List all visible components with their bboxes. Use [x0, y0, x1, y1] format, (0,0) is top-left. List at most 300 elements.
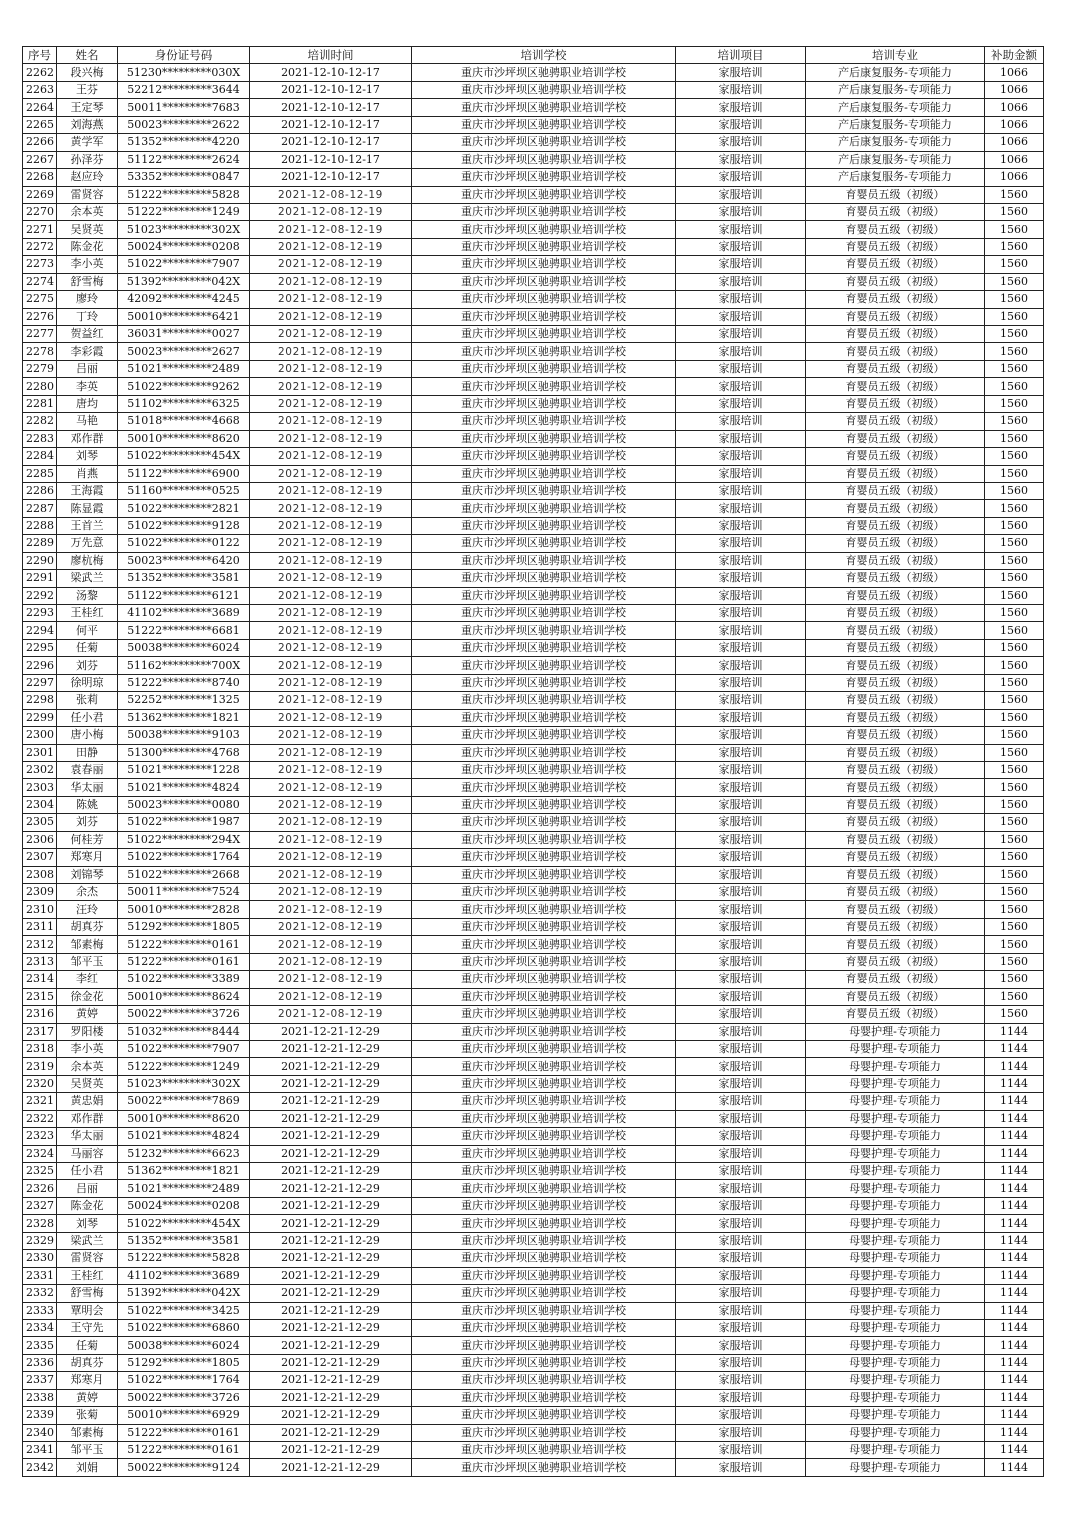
- cell-name: 刘芬: [57, 657, 118, 674]
- cell-training-major: 育婴员五级（初级）: [806, 186, 985, 203]
- cell-id-number: 51222*********6681: [118, 622, 250, 639]
- table-row: [23, 814, 1044, 831]
- cell-id-number: 51022*********3425: [118, 1302, 250, 1319]
- cell-seq: 2293: [23, 605, 57, 622]
- cell-name: 梁武兰: [57, 570, 118, 587]
- cell-seq: 2284: [23, 448, 57, 465]
- cell-training-major: 育婴员五级（初级）: [806, 692, 985, 709]
- cell-id-number: 51022*********1987: [118, 814, 250, 831]
- cell-training-school: 重庆市沙坪坝区驰骋职业培训学校: [412, 761, 676, 778]
- cell-id-number: 51022*********2821: [118, 500, 250, 517]
- header-training-school: 培训学校: [412, 47, 676, 64]
- cell-subsidy-amount: 1560: [985, 221, 1044, 238]
- cell-training-school: 重庆市沙坪坝区驰骋职业培训学校: [412, 343, 676, 360]
- cell-name: 丁玲: [57, 308, 118, 325]
- cell-training-time: 2021-12-08-12-19: [250, 291, 412, 308]
- cell-seq: 2310: [23, 901, 57, 918]
- cell-training-project: 家服培训: [676, 395, 806, 412]
- cell-training-project: 家服培训: [676, 430, 806, 447]
- cell-training-project: 家服培训: [676, 1372, 806, 1389]
- cell-seq: 2300: [23, 727, 57, 744]
- cell-training-time: 2021-12-10-12-17: [250, 116, 412, 133]
- cell-id-number: 50010*********8624: [118, 988, 250, 1005]
- cell-name: 黄忠娟: [57, 1093, 118, 1110]
- cell-subsidy-amount: 1560: [985, 500, 1044, 517]
- cell-training-project: 家服培训: [676, 1075, 806, 1092]
- cell-training-major: 育婴员五级（初级）: [806, 657, 985, 674]
- cell-subsidy-amount: 1144: [985, 1145, 1044, 1162]
- cell-subsidy-amount: 1560: [985, 761, 1044, 778]
- table-row: [23, 727, 1044, 744]
- cell-id-number: 52252*********1325: [118, 692, 250, 709]
- cell-training-major: 母婴护理-专项能力: [806, 1459, 985, 1476]
- cell-training-project: 家服培训: [676, 81, 806, 98]
- table-row: [23, 1040, 1044, 1057]
- cell-training-project: 家服培训: [676, 988, 806, 1005]
- subsidy-roster-sheet: [22, 46, 1044, 1477]
- cell-training-project: 家服培训: [676, 796, 806, 813]
- cell-training-school: 重庆市沙坪坝区驰骋职业培训学校: [412, 1040, 676, 1057]
- cell-name: 赵应玲: [57, 169, 118, 186]
- cell-name: 汪玲: [57, 901, 118, 918]
- cell-training-school: 重庆市沙坪坝区驰骋职业培训学校: [412, 64, 676, 81]
- cell-subsidy-amount: 1560: [985, 884, 1044, 901]
- cell-seq: 2337: [23, 1372, 57, 1389]
- cell-subsidy-amount: 1560: [985, 326, 1044, 343]
- cell-seq: 2304: [23, 796, 57, 813]
- cell-name: 吕丽: [57, 360, 118, 377]
- cell-training-school: 重庆市沙坪坝区驰骋职业培训学校: [412, 413, 676, 430]
- cell-training-time: 2021-12-08-12-19: [250, 570, 412, 587]
- cell-seq: 2305: [23, 814, 57, 831]
- cell-training-time: 2021-12-21-12-29: [250, 1040, 412, 1057]
- cell-seq: 2268: [23, 169, 57, 186]
- cell-seq: 2342: [23, 1459, 57, 1476]
- cell-training-school: 重庆市沙坪坝区驰骋职业培训学校: [412, 308, 676, 325]
- cell-training-project: 家服培训: [676, 238, 806, 255]
- cell-training-project: 家服培训: [676, 1093, 806, 1110]
- table-row: [23, 779, 1044, 796]
- cell-training-school: 重庆市沙坪坝区驰骋职业培训学校: [412, 953, 676, 970]
- cell-subsidy-amount: 1560: [985, 186, 1044, 203]
- cell-id-number: 51022*********7907: [118, 1040, 250, 1057]
- cell-id-number: 50010*********2828: [118, 901, 250, 918]
- cell-training-major: 母婴护理-专项能力: [806, 1267, 985, 1284]
- cell-name: 雷贤容: [57, 186, 118, 203]
- table-row: [23, 273, 1044, 290]
- table-row: [23, 465, 1044, 482]
- cell-training-major: 母婴护理-专项能力: [806, 1424, 985, 1441]
- cell-training-school: 重庆市沙坪坝区驰骋职业培训学校: [412, 134, 676, 151]
- cell-training-time: 2021-12-08-12-19: [250, 1006, 412, 1023]
- table-row: [23, 1075, 1044, 1092]
- cell-training-school: 重庆市沙坪坝区驰骋职业培训学校: [412, 971, 676, 988]
- table-row: [23, 622, 1044, 639]
- table-row: [23, 326, 1044, 343]
- cell-subsidy-amount: 1144: [985, 1040, 1044, 1057]
- cell-training-time: 2021-12-10-12-17: [250, 64, 412, 81]
- cell-name: 刘锦琴: [57, 866, 118, 883]
- cell-training-school: 重庆市沙坪坝区驰骋职业培训学校: [412, 291, 676, 308]
- cell-training-time: 2021-12-08-12-19: [250, 866, 412, 883]
- cell-training-major: 育婴员五级（初级）: [806, 831, 985, 848]
- cell-training-time: 2021-12-21-12-29: [250, 1354, 412, 1371]
- cell-seq: 2301: [23, 744, 57, 761]
- table-row: [23, 1372, 1044, 1389]
- cell-training-project: 家服培训: [676, 552, 806, 569]
- cell-name: 万先意: [57, 535, 118, 552]
- cell-seq: 2292: [23, 587, 57, 604]
- cell-id-number: 51022*********0122: [118, 535, 250, 552]
- cell-training-major: 育婴员五级（初级）: [806, 674, 985, 691]
- table-row: [23, 64, 1044, 81]
- header-training-major: 培训专业: [806, 47, 985, 64]
- cell-training-major: 育婴员五级（初级）: [806, 413, 985, 430]
- cell-training-time: 2021-12-21-12-29: [250, 1215, 412, 1232]
- cell-name: 邹素梅: [57, 1424, 118, 1441]
- cell-training-time: 2021-12-21-12-29: [250, 1250, 412, 1267]
- cell-training-major: 育婴员五级（初级）: [806, 360, 985, 377]
- cell-subsidy-amount: 1144: [985, 1058, 1044, 1075]
- cell-training-major: 母婴护理-专项能力: [806, 1058, 985, 1075]
- cell-name: 吴贤英: [57, 221, 118, 238]
- cell-seq: 2306: [23, 831, 57, 848]
- cell-training-school: 重庆市沙坪坝区驰骋职业培训学校: [412, 116, 676, 133]
- table-row: [23, 884, 1044, 901]
- cell-training-project: 家服培训: [676, 1424, 806, 1441]
- cell-seq: 2278: [23, 343, 57, 360]
- cell-training-school: 重庆市沙坪坝区驰骋职业培训学校: [412, 1006, 676, 1023]
- cell-name: 段兴梅: [57, 64, 118, 81]
- cell-training-project: 家服培训: [676, 413, 806, 430]
- cell-training-school: 重庆市沙坪坝区驰骋职业培训学校: [412, 500, 676, 517]
- cell-seq: 2283: [23, 430, 57, 447]
- cell-training-major: 育婴员五级（初级）: [806, 343, 985, 360]
- table-row: [23, 570, 1044, 587]
- cell-subsidy-amount: 1560: [985, 918, 1044, 935]
- cell-seq: 2328: [23, 1215, 57, 1232]
- cell-training-project: 家服培训: [676, 151, 806, 168]
- cell-name: 张莉: [57, 692, 118, 709]
- cell-subsidy-amount: 1144: [985, 1075, 1044, 1092]
- cell-id-number: 51022*********9128: [118, 517, 250, 534]
- cell-name: 王桂红: [57, 605, 118, 622]
- cell-training-major: 育婴员五级（初级）: [806, 326, 985, 343]
- cell-training-school: 重庆市沙坪坝区驰骋职业培训学校: [412, 256, 676, 273]
- cell-seq: 2324: [23, 1145, 57, 1162]
- cell-seq: 2288: [23, 517, 57, 534]
- table-row: [23, 901, 1044, 918]
- cell-training-school: 重庆市沙坪坝区驰骋职业培训学校: [412, 1319, 676, 1336]
- cell-id-number: 50022*********7869: [118, 1093, 250, 1110]
- cell-subsidy-amount: 1066: [985, 99, 1044, 116]
- cell-training-major: 育婴员五级（初级）: [806, 587, 985, 604]
- cell-subsidy-amount: 1144: [985, 1319, 1044, 1336]
- cell-subsidy-amount: 1066: [985, 151, 1044, 168]
- table-row: [23, 169, 1044, 186]
- table-row: [23, 1389, 1044, 1406]
- cell-training-school: 重庆市沙坪坝区驰骋职业培训学校: [412, 1163, 676, 1180]
- cell-training-time: 2021-12-08-12-19: [250, 918, 412, 935]
- cell-training-project: 家服培训: [676, 186, 806, 203]
- cell-training-project: 家服培训: [676, 831, 806, 848]
- cell-training-project: 家服培训: [676, 1442, 806, 1459]
- cell-training-project: 家服培训: [676, 64, 806, 81]
- cell-name: 余杰: [57, 884, 118, 901]
- cell-name: 王芬: [57, 81, 118, 98]
- cell-name: 刘海燕: [57, 116, 118, 133]
- cell-id-number: 51222*********5828: [118, 1250, 250, 1267]
- table-row: [23, 81, 1044, 98]
- cell-training-time: 2021-12-08-12-19: [250, 587, 412, 604]
- cell-training-school: 重庆市沙坪坝区驰骋职业培训学校: [412, 1354, 676, 1371]
- cell-subsidy-amount: 1560: [985, 308, 1044, 325]
- cell-seq: 2339: [23, 1407, 57, 1424]
- cell-training-time: 2021-12-08-12-19: [250, 709, 412, 726]
- cell-training-time: 2021-12-08-12-19: [250, 413, 412, 430]
- cell-seq: 2314: [23, 971, 57, 988]
- table-row: [23, 1337, 1044, 1354]
- cell-subsidy-amount: 1144: [985, 1232, 1044, 1249]
- cell-seq: 2323: [23, 1128, 57, 1145]
- cell-seq: 2330: [23, 1250, 57, 1267]
- cell-training-major: 产后康复服务-专项能力: [806, 64, 985, 81]
- cell-name: 余本英: [57, 1058, 118, 1075]
- cell-subsidy-amount: 1560: [985, 605, 1044, 622]
- cell-training-time: 2021-12-10-12-17: [250, 134, 412, 151]
- cell-id-number: 50023*********2627: [118, 343, 250, 360]
- cell-seq: 2318: [23, 1040, 57, 1057]
- table-row: [23, 1006, 1044, 1023]
- cell-training-time: 2021-12-21-12-29: [250, 1267, 412, 1284]
- cell-subsidy-amount: 1560: [985, 622, 1044, 639]
- cell-training-time: 2021-12-08-12-19: [250, 849, 412, 866]
- cell-name: 陈姚: [57, 796, 118, 813]
- cell-seq: 2266: [23, 134, 57, 151]
- cell-name: 廖玲: [57, 291, 118, 308]
- cell-training-major: 母婴护理-专项能力: [806, 1023, 985, 1040]
- cell-id-number: 50022*********3726: [118, 1389, 250, 1406]
- cell-training-time: 2021-12-10-12-17: [250, 81, 412, 98]
- cell-training-time: 2021-12-21-12-29: [250, 1232, 412, 1249]
- cell-training-time: 2021-12-21-12-29: [250, 1128, 412, 1145]
- cell-seq: 2273: [23, 256, 57, 273]
- cell-training-time: 2021-12-08-12-19: [250, 186, 412, 203]
- cell-subsidy-amount: 1560: [985, 448, 1044, 465]
- cell-training-project: 家服培训: [676, 1006, 806, 1023]
- cell-training-time: 2021-12-08-12-19: [250, 395, 412, 412]
- cell-seq: 2311: [23, 918, 57, 935]
- cell-training-school: 重庆市沙坪坝区驰骋职业培训学校: [412, 1267, 676, 1284]
- cell-training-time: 2021-12-08-12-19: [250, 256, 412, 273]
- cell-training-time: 2021-12-08-12-19: [250, 657, 412, 674]
- cell-training-project: 家服培训: [676, 273, 806, 290]
- cell-seq: 2285: [23, 465, 57, 482]
- cell-training-school: 重庆市沙坪坝区驰骋职业培训学校: [412, 918, 676, 935]
- cell-training-major: 育婴员五级（初级）: [806, 517, 985, 534]
- cell-training-project: 家服培训: [676, 1215, 806, 1232]
- cell-training-time: 2021-12-21-12-29: [250, 1093, 412, 1110]
- cell-subsidy-amount: 1560: [985, 674, 1044, 691]
- cell-seq: 2297: [23, 674, 57, 691]
- cell-name: 王守先: [57, 1319, 118, 1336]
- cell-training-project: 家服培训: [676, 744, 806, 761]
- cell-subsidy-amount: 1066: [985, 169, 1044, 186]
- cell-name: 刘琴: [57, 1215, 118, 1232]
- cell-training-major: 育婴员五级（初级）: [806, 971, 985, 988]
- cell-training-school: 重庆市沙坪坝区驰骋职业培训学校: [412, 465, 676, 482]
- cell-training-major: 产后康复服务-专项能力: [806, 169, 985, 186]
- cell-training-school: 重庆市沙坪坝区驰骋职业培训学校: [412, 692, 676, 709]
- cell-name: 郑寒月: [57, 849, 118, 866]
- cell-seq: 2309: [23, 884, 57, 901]
- cell-training-time: 2021-12-08-12-19: [250, 692, 412, 709]
- cell-subsidy-amount: 1560: [985, 831, 1044, 848]
- cell-training-project: 家服培训: [676, 884, 806, 901]
- cell-seq: 2287: [23, 500, 57, 517]
- cell-id-number: 50024*********0208: [118, 1197, 250, 1214]
- table-row: [23, 761, 1044, 778]
- table-row: [23, 1128, 1044, 1145]
- cell-name: 华太丽: [57, 1128, 118, 1145]
- cell-training-school: 重庆市沙坪坝区驰骋职业培训学校: [412, 203, 676, 220]
- table-row: [23, 796, 1044, 813]
- cell-seq: 2303: [23, 779, 57, 796]
- cell-seq: 2290: [23, 552, 57, 569]
- cell-training-time: 2021-12-21-12-29: [250, 1197, 412, 1214]
- cell-training-project: 家服培训: [676, 1285, 806, 1302]
- table-row: [23, 866, 1044, 883]
- cell-subsidy-amount: 1560: [985, 744, 1044, 761]
- cell-id-number: 51362*********1821: [118, 1163, 250, 1180]
- table-row: [23, 1424, 1044, 1441]
- cell-training-project: 家服培训: [676, 500, 806, 517]
- cell-training-school: 重庆市沙坪坝区驰骋职业培训学校: [412, 326, 676, 343]
- cell-seq: 2279: [23, 360, 57, 377]
- cell-id-number: 51122*********2624: [118, 151, 250, 168]
- cell-id-number: 51032*********8444: [118, 1023, 250, 1040]
- cell-name: 孙泽芬: [57, 151, 118, 168]
- cell-training-major: 育婴员五级（初级）: [806, 535, 985, 552]
- cell-subsidy-amount: 1066: [985, 116, 1044, 133]
- cell-training-time: 2021-12-21-12-29: [250, 1319, 412, 1336]
- cell-training-major: 母婴护理-专项能力: [806, 1285, 985, 1302]
- cell-subsidy-amount: 1144: [985, 1337, 1044, 1354]
- cell-id-number: 51022*********1764: [118, 849, 250, 866]
- cell-seq: 2332: [23, 1285, 57, 1302]
- cell-training-project: 家服培训: [676, 639, 806, 656]
- cell-name: 邹平玉: [57, 953, 118, 970]
- table-row: [23, 1285, 1044, 1302]
- cell-id-number: 51022*********3389: [118, 971, 250, 988]
- cell-training-school: 重庆市沙坪坝区驰骋职业培训学校: [412, 517, 676, 534]
- cell-name: 胡真芬: [57, 1354, 118, 1371]
- cell-training-school: 重庆市沙坪坝区驰骋职业培训学校: [412, 1285, 676, 1302]
- table-row: [23, 1407, 1044, 1424]
- cell-seq: 2320: [23, 1075, 57, 1092]
- header-training-time: 培训时间: [250, 47, 412, 64]
- table-row: [23, 134, 1044, 151]
- cell-training-school: 重庆市沙坪坝区驰骋职业培训学校: [412, 360, 676, 377]
- table-row: [23, 639, 1044, 656]
- header-id-number: 身份证号码: [118, 47, 250, 64]
- cell-id-number: 51162*********700X: [118, 657, 250, 674]
- cell-training-school: 重庆市沙坪坝区驰骋职业培训学校: [412, 1145, 676, 1162]
- cell-name: 李红: [57, 971, 118, 988]
- cell-seq: 2265: [23, 116, 57, 133]
- cell-seq: 2280: [23, 378, 57, 395]
- table-row: [23, 203, 1044, 220]
- cell-training-major: 育婴员五级（初级）: [806, 570, 985, 587]
- cell-training-time: 2021-12-21-12-29: [250, 1075, 412, 1092]
- cell-training-school: 重庆市沙坪坝区驰骋职业培训学校: [412, 570, 676, 587]
- table-row: [23, 988, 1044, 1005]
- cell-training-school: 重庆市沙坪坝区驰骋职业培训学校: [412, 1459, 676, 1476]
- cell-name: 舒雪梅: [57, 273, 118, 290]
- table-row: [23, 587, 1044, 604]
- cell-name: 雷贤容: [57, 1250, 118, 1267]
- table-row: [23, 1180, 1044, 1197]
- cell-subsidy-amount: 1144: [985, 1389, 1044, 1406]
- cell-name: 罗阳楼: [57, 1023, 118, 1040]
- cell-id-number: 50010*********6929: [118, 1407, 250, 1424]
- cell-training-project: 家服培训: [676, 814, 806, 831]
- cell-training-school: 重庆市沙坪坝区驰骋职业培训学校: [412, 727, 676, 744]
- cell-id-number: 51021*********4824: [118, 779, 250, 796]
- cell-name: 任小君: [57, 1163, 118, 1180]
- cell-subsidy-amount: 1560: [985, 413, 1044, 430]
- cell-seq: 2325: [23, 1163, 57, 1180]
- cell-training-project: 家服培训: [676, 936, 806, 953]
- cell-training-time: 2021-12-08-12-19: [250, 238, 412, 255]
- cell-subsidy-amount: 1560: [985, 953, 1044, 970]
- table-row: [23, 378, 1044, 395]
- cell-training-time: 2021-12-08-12-19: [250, 901, 412, 918]
- cell-training-major: 育婴员五级（初级）: [806, 901, 985, 918]
- cell-seq: 2271: [23, 221, 57, 238]
- cell-id-number: 50023*********0080: [118, 796, 250, 813]
- table-row: [23, 953, 1044, 970]
- cell-name: 廖杭梅: [57, 552, 118, 569]
- cell-name: 舒雪梅: [57, 1285, 118, 1302]
- cell-id-number: 51018*********4668: [118, 413, 250, 430]
- cell-training-time: 2021-12-21-12-29: [250, 1163, 412, 1180]
- cell-name: 张菊: [57, 1407, 118, 1424]
- cell-id-number: 51222*********0161: [118, 1442, 250, 1459]
- cell-name: 胡真芬: [57, 918, 118, 935]
- table-row: [23, 1093, 1044, 1110]
- cell-seq: 2267: [23, 151, 57, 168]
- cell-training-school: 重庆市沙坪坝区驰骋职业培训学校: [412, 378, 676, 395]
- cell-name: 马丽容: [57, 1145, 118, 1162]
- cell-training-major: 母婴护理-专项能力: [806, 1075, 985, 1092]
- cell-training-time: 2021-12-08-12-19: [250, 884, 412, 901]
- cell-training-project: 家服培训: [676, 587, 806, 604]
- cell-training-project: 家服培训: [676, 1163, 806, 1180]
- cell-training-project: 家服培训: [676, 918, 806, 935]
- cell-training-time: 2021-12-08-12-19: [250, 622, 412, 639]
- cell-id-number: 51222*********1249: [118, 203, 250, 220]
- cell-training-time: 2021-12-08-12-19: [250, 465, 412, 482]
- table-row: [23, 1145, 1044, 1162]
- cell-id-number: 42092*********4245: [118, 291, 250, 308]
- table-row: [23, 1442, 1044, 1459]
- cell-subsidy-amount: 1560: [985, 378, 1044, 395]
- cell-training-school: 重庆市沙坪坝区驰骋职业培训学校: [412, 81, 676, 98]
- cell-training-school: 重庆市沙坪坝区驰骋职业培训学校: [412, 1128, 676, 1145]
- roster-body: [23, 64, 1044, 1476]
- table-row: [23, 151, 1044, 168]
